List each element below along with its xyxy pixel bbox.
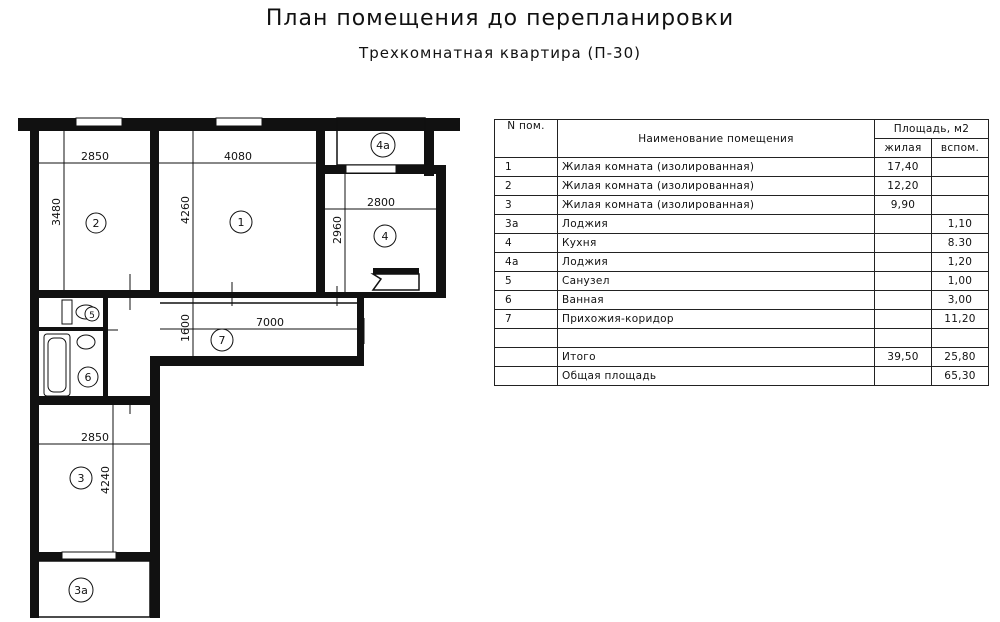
- dim-corridor-length: 7000: [256, 316, 284, 329]
- row-num: 4а: [495, 253, 558, 272]
- table-row: [495, 215, 989, 234]
- row-num: 1: [495, 158, 558, 177]
- row-name: [558, 329, 875, 348]
- table-row: [495, 177, 989, 196]
- dim-room2-width: 2850: [81, 150, 109, 163]
- plan-outlines: [38, 118, 425, 617]
- row-num: 4: [495, 234, 558, 253]
- table-row: [495, 158, 989, 177]
- row-aux: [932, 158, 989, 177]
- overall-num: [495, 367, 558, 386]
- area-table: [494, 119, 989, 386]
- dim-room2-depth: 3480: [50, 198, 63, 226]
- table-row: [495, 272, 989, 291]
- row-aux: 1,10: [932, 215, 989, 234]
- overall-name: Общая площадь: [558, 367, 875, 386]
- row-num: 3: [495, 196, 558, 215]
- row-num: 5: [495, 272, 558, 291]
- row-aux: [932, 329, 989, 348]
- dim-room1-depth: 4260: [179, 196, 192, 224]
- room-label-1: 1: [237, 216, 245, 229]
- room-label-4: 4: [381, 230, 389, 243]
- table-row-overall: [495, 367, 989, 386]
- total-name: Итого: [558, 348, 875, 367]
- dim-room4-width: 2800: [367, 196, 395, 209]
- row-living: [875, 234, 932, 253]
- header-area: Площадь, м2: [875, 120, 989, 139]
- total-num: [495, 348, 558, 367]
- row-aux: [932, 196, 989, 215]
- row-aux: 8.30: [932, 234, 989, 253]
- header-living: жилая: [875, 139, 932, 158]
- room-label-5: 5: [89, 311, 95, 321]
- room-label-2: 2: [92, 217, 100, 230]
- table-row: [495, 310, 989, 329]
- row-name: Санузел: [558, 272, 875, 291]
- row-name: Жилая комната (изолированная): [558, 158, 875, 177]
- row-aux: 3,00: [932, 291, 989, 310]
- table-row: [495, 196, 989, 215]
- page-subtitle: Трехкомнатная квартира (П-30): [359, 44, 641, 62]
- header-num: N пом.: [495, 120, 558, 158]
- room-label-7: 7: [218, 334, 226, 347]
- overall-living: [875, 367, 932, 386]
- row-num: 2: [495, 177, 558, 196]
- room-label-6: 6: [84, 371, 92, 384]
- row-num: 7: [495, 310, 558, 329]
- row-aux: [932, 177, 989, 196]
- row-num: 6: [495, 291, 558, 310]
- total-living: 39,50: [875, 348, 932, 367]
- dim-corridor-width: 1600: [179, 314, 192, 342]
- header-name: Наименование помещения: [558, 120, 875, 158]
- dim-room4-depth: 2960: [331, 216, 344, 244]
- row-aux: 1,00: [932, 272, 989, 291]
- row-living: [875, 310, 932, 329]
- table-row: [495, 253, 989, 272]
- table-row: [495, 234, 989, 253]
- row-aux: 1,20: [932, 253, 989, 272]
- row-living: 12,20: [875, 177, 932, 196]
- row-name: Лоджия: [558, 215, 875, 234]
- overall-aux: 65,30: [932, 367, 989, 386]
- room-label-3: 3: [77, 472, 85, 485]
- table-row-empty: [495, 329, 989, 348]
- row-name: Жилая комната (изолированная): [558, 196, 875, 215]
- header-aux: вспом.: [932, 139, 989, 158]
- dim-room3-width: 2850: [81, 431, 109, 444]
- total-aux: 25,80: [932, 348, 989, 367]
- row-num: [495, 329, 558, 348]
- dim-room1-width: 4080: [224, 150, 252, 163]
- row-name: Лоджия: [558, 253, 875, 272]
- row-name: Ванная: [558, 291, 875, 310]
- row-living: [875, 215, 932, 234]
- row-name: Жилая комната (изолированная): [558, 177, 875, 196]
- row-num: 3а: [495, 215, 558, 234]
- row-living: [875, 272, 932, 291]
- room-label-4a: 4а: [376, 139, 390, 152]
- row-name: Кухня: [558, 234, 875, 253]
- table-header-row: [495, 120, 989, 139]
- row-living: 9,90: [875, 196, 932, 215]
- row-aux: 11,20: [932, 310, 989, 329]
- table-row-total: [495, 348, 989, 367]
- table-row: [495, 291, 989, 310]
- dim-room3-depth: 4240: [99, 466, 112, 494]
- page-title: План помещения до перепланировки: [265, 6, 735, 31]
- row-living: 17,40: [875, 158, 932, 177]
- room-markers: [69, 133, 396, 602]
- row-name: Прихожия-коридор: [558, 310, 875, 329]
- room-label-3a: 3а: [74, 584, 88, 597]
- row-living: [875, 253, 932, 272]
- row-living: [875, 291, 932, 310]
- row-living: [875, 329, 932, 348]
